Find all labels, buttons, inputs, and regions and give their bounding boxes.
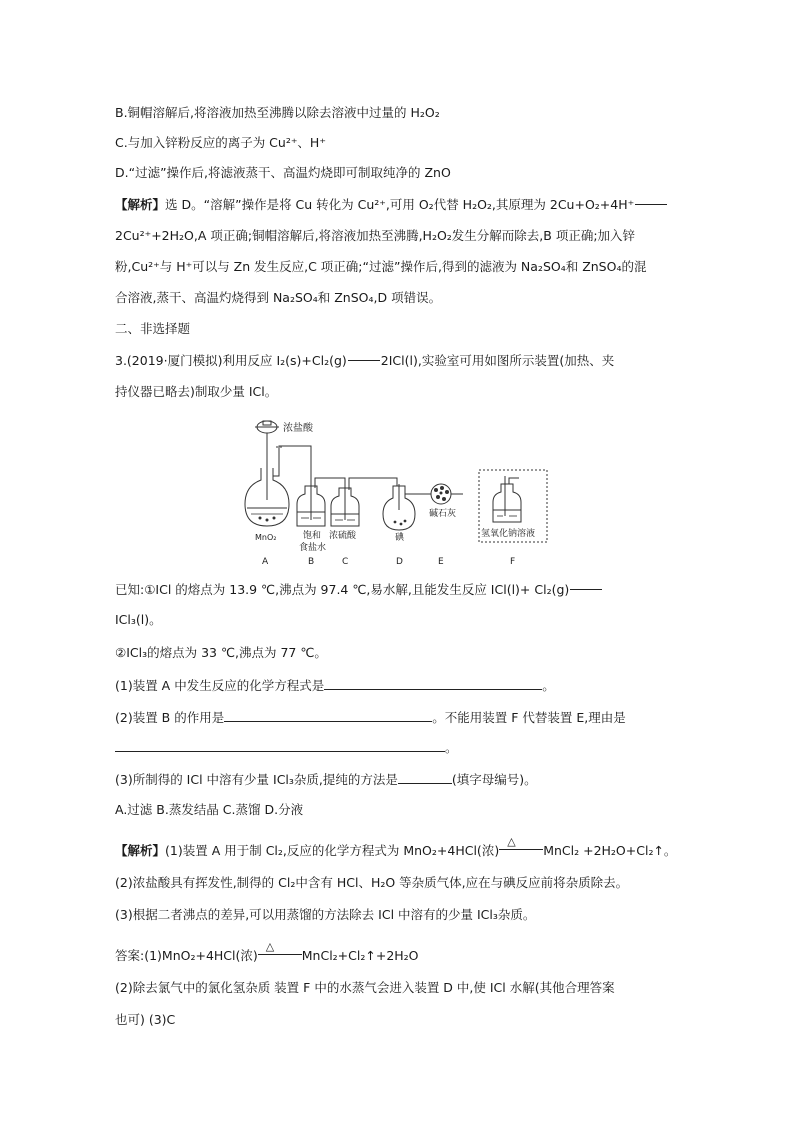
equals-bar (570, 589, 602, 590)
question-3-line-2: 持仪器已略去)制取少量 ICl。 (115, 384, 278, 399)
known-line-3: ②ICl₃的熔点为 33 ℃,沸点为 77 ℃。 (115, 645, 327, 660)
label-b: B (308, 557, 315, 567)
label-c: C (342, 557, 349, 567)
label-e: E (438, 557, 444, 567)
label-a: A (262, 557, 269, 567)
label-iodine: 碘 (395, 533, 405, 543)
label-conc-hcl: 浓盐酸 (283, 423, 313, 434)
label-f: F (510, 557, 516, 567)
subquestion-3-options: A.过滤 B.蒸发结晶 C.蒸馏 D.分液 (115, 802, 304, 817)
answer-blank-3[interactable] (398, 770, 452, 784)
apparatus-diagram (225, 418, 565, 568)
question-3-line-1: 3.(2019·厦门模拟)利用反应 I₂(s)+Cl₂(g) 2ICl(l),实验室可用如图所示装置(加热、夹 (115, 353, 615, 368)
heating-arrow: △ (258, 948, 302, 962)
equals-bar (348, 360, 380, 361)
section-heading: 二、非选择题 (115, 321, 191, 336)
analysis-tag: 【解析】 (115, 197, 166, 212)
heating-arrow: △ (499, 843, 543, 857)
answer-blank-1[interactable] (324, 676, 542, 690)
label-naoh: 氢氧化钠溶液 (481, 529, 536, 539)
label-sat-brine-1: 饱和 (303, 531, 322, 541)
known-line-1: 已知:①ICl 的熔点为 13.9 ℃,沸点为 97.4 ℃,易水解,且能发生反应 ICl(l)+ Cl₂(g) (115, 581, 603, 599)
option-d: D.“过滤”操作后,将滤液蒸干、高温灼烧即可制取纯净的 ZnO (115, 165, 451, 180)
equals-bar (635, 204, 667, 205)
answer-line-2: (2)除去氯气中的氯化氢杂质 装置 F 中的水蒸气会进入装置 D 中,使 ICl 水解(其他合理答案 (115, 980, 615, 995)
analysis-2-line-1: 【解析】(1)装置 A 用于制 Cl₂,反应的化学方程式为 MnO₂+4HCl(浓) △ MnCl₂ +2H₂O+Cl₂↑。 (115, 835, 677, 858)
subquestion-2-continued: 。 (115, 738, 458, 757)
answer-blank-2b[interactable] (115, 738, 445, 752)
label-d: D (396, 557, 403, 567)
analysis-1-line-3: 粉,Cu²⁺与 H⁺可以与 Zn 发生反应,C 项正确;“过滤”操作后,得到的滤液为 Na₂SO₄和 ZnSO₄的混 (115, 259, 647, 274)
answer-line-3: 也可) (3)C (115, 1012, 176, 1027)
analysis-1-line-2: 2Cu²⁺+2H₂O,A 项正确;铜帽溶解后,将溶液加热至沸腾,H₂O₂发生分解而除去,B 项正确;加入锌 (115, 228, 636, 243)
analysis-2-line-2: (2)浓盐酸具有挥发性,制得的 Cl₂中含有 HCl、H₂O 等杂质气体,应在与碘反应前将杂质除去。 (115, 875, 629, 890)
label-mno2: MnO₂ (255, 533, 277, 542)
known-line-2: ICl₃(l)。 (115, 612, 162, 627)
label-conc-h2so4: 浓硫酸 (329, 531, 357, 541)
subquestion-2: (2)装置 B 的作用是 。不能用装置 F 代替装置 E,理由是 (115, 710, 626, 725)
label-sat-brine-2: 食盐水 (299, 543, 327, 553)
option-b: B.铜帽溶解后,将溶液加热至沸腾以除去溶液中过量的 H₂O₂ (115, 105, 440, 120)
label-soda-lime: 碱石灰 (429, 509, 457, 519)
answer-blank-2a[interactable] (224, 708, 432, 722)
analysis-1-line-1: 【解析】选 D。“溶解”操作是将 Cu 转化为 Cu²⁺,可用 O₂代替 H₂O₂,其原理为 2Cu+O₂+4H⁺ (115, 196, 668, 214)
analysis-2-line-3: (3)根据二者沸点的差异,可以用蒸馏的方法除去 ICl 中溶有的少量 ICl₃杂质。 (115, 907, 536, 922)
subquestion-3: (3)所制得的 ICl 中溶有少量 ICl₃杂质,提纯的方法是 (填字母编号)。 (115, 772, 537, 787)
answer-line-1: 答案:(1)MnO₂+4HCl(浓) △ MnCl₂+Cl₂↑+2H₂O (115, 940, 419, 963)
analysis-tag: 【解析】 (115, 843, 166, 858)
analysis-1-line-4: 合溶液,蒸干、高温灼烧得到 Na₂SO₄和 ZnSO₄,D 项错误。 (115, 290, 442, 305)
subquestion-1: (1)装置 A 中发生反应的化学方程式是 。 (115, 678, 555, 693)
tube-a-b (273, 446, 311, 484)
option-c: C.与加入锌粉反应的离子为 Cu²⁺、H⁺ (115, 135, 326, 150)
